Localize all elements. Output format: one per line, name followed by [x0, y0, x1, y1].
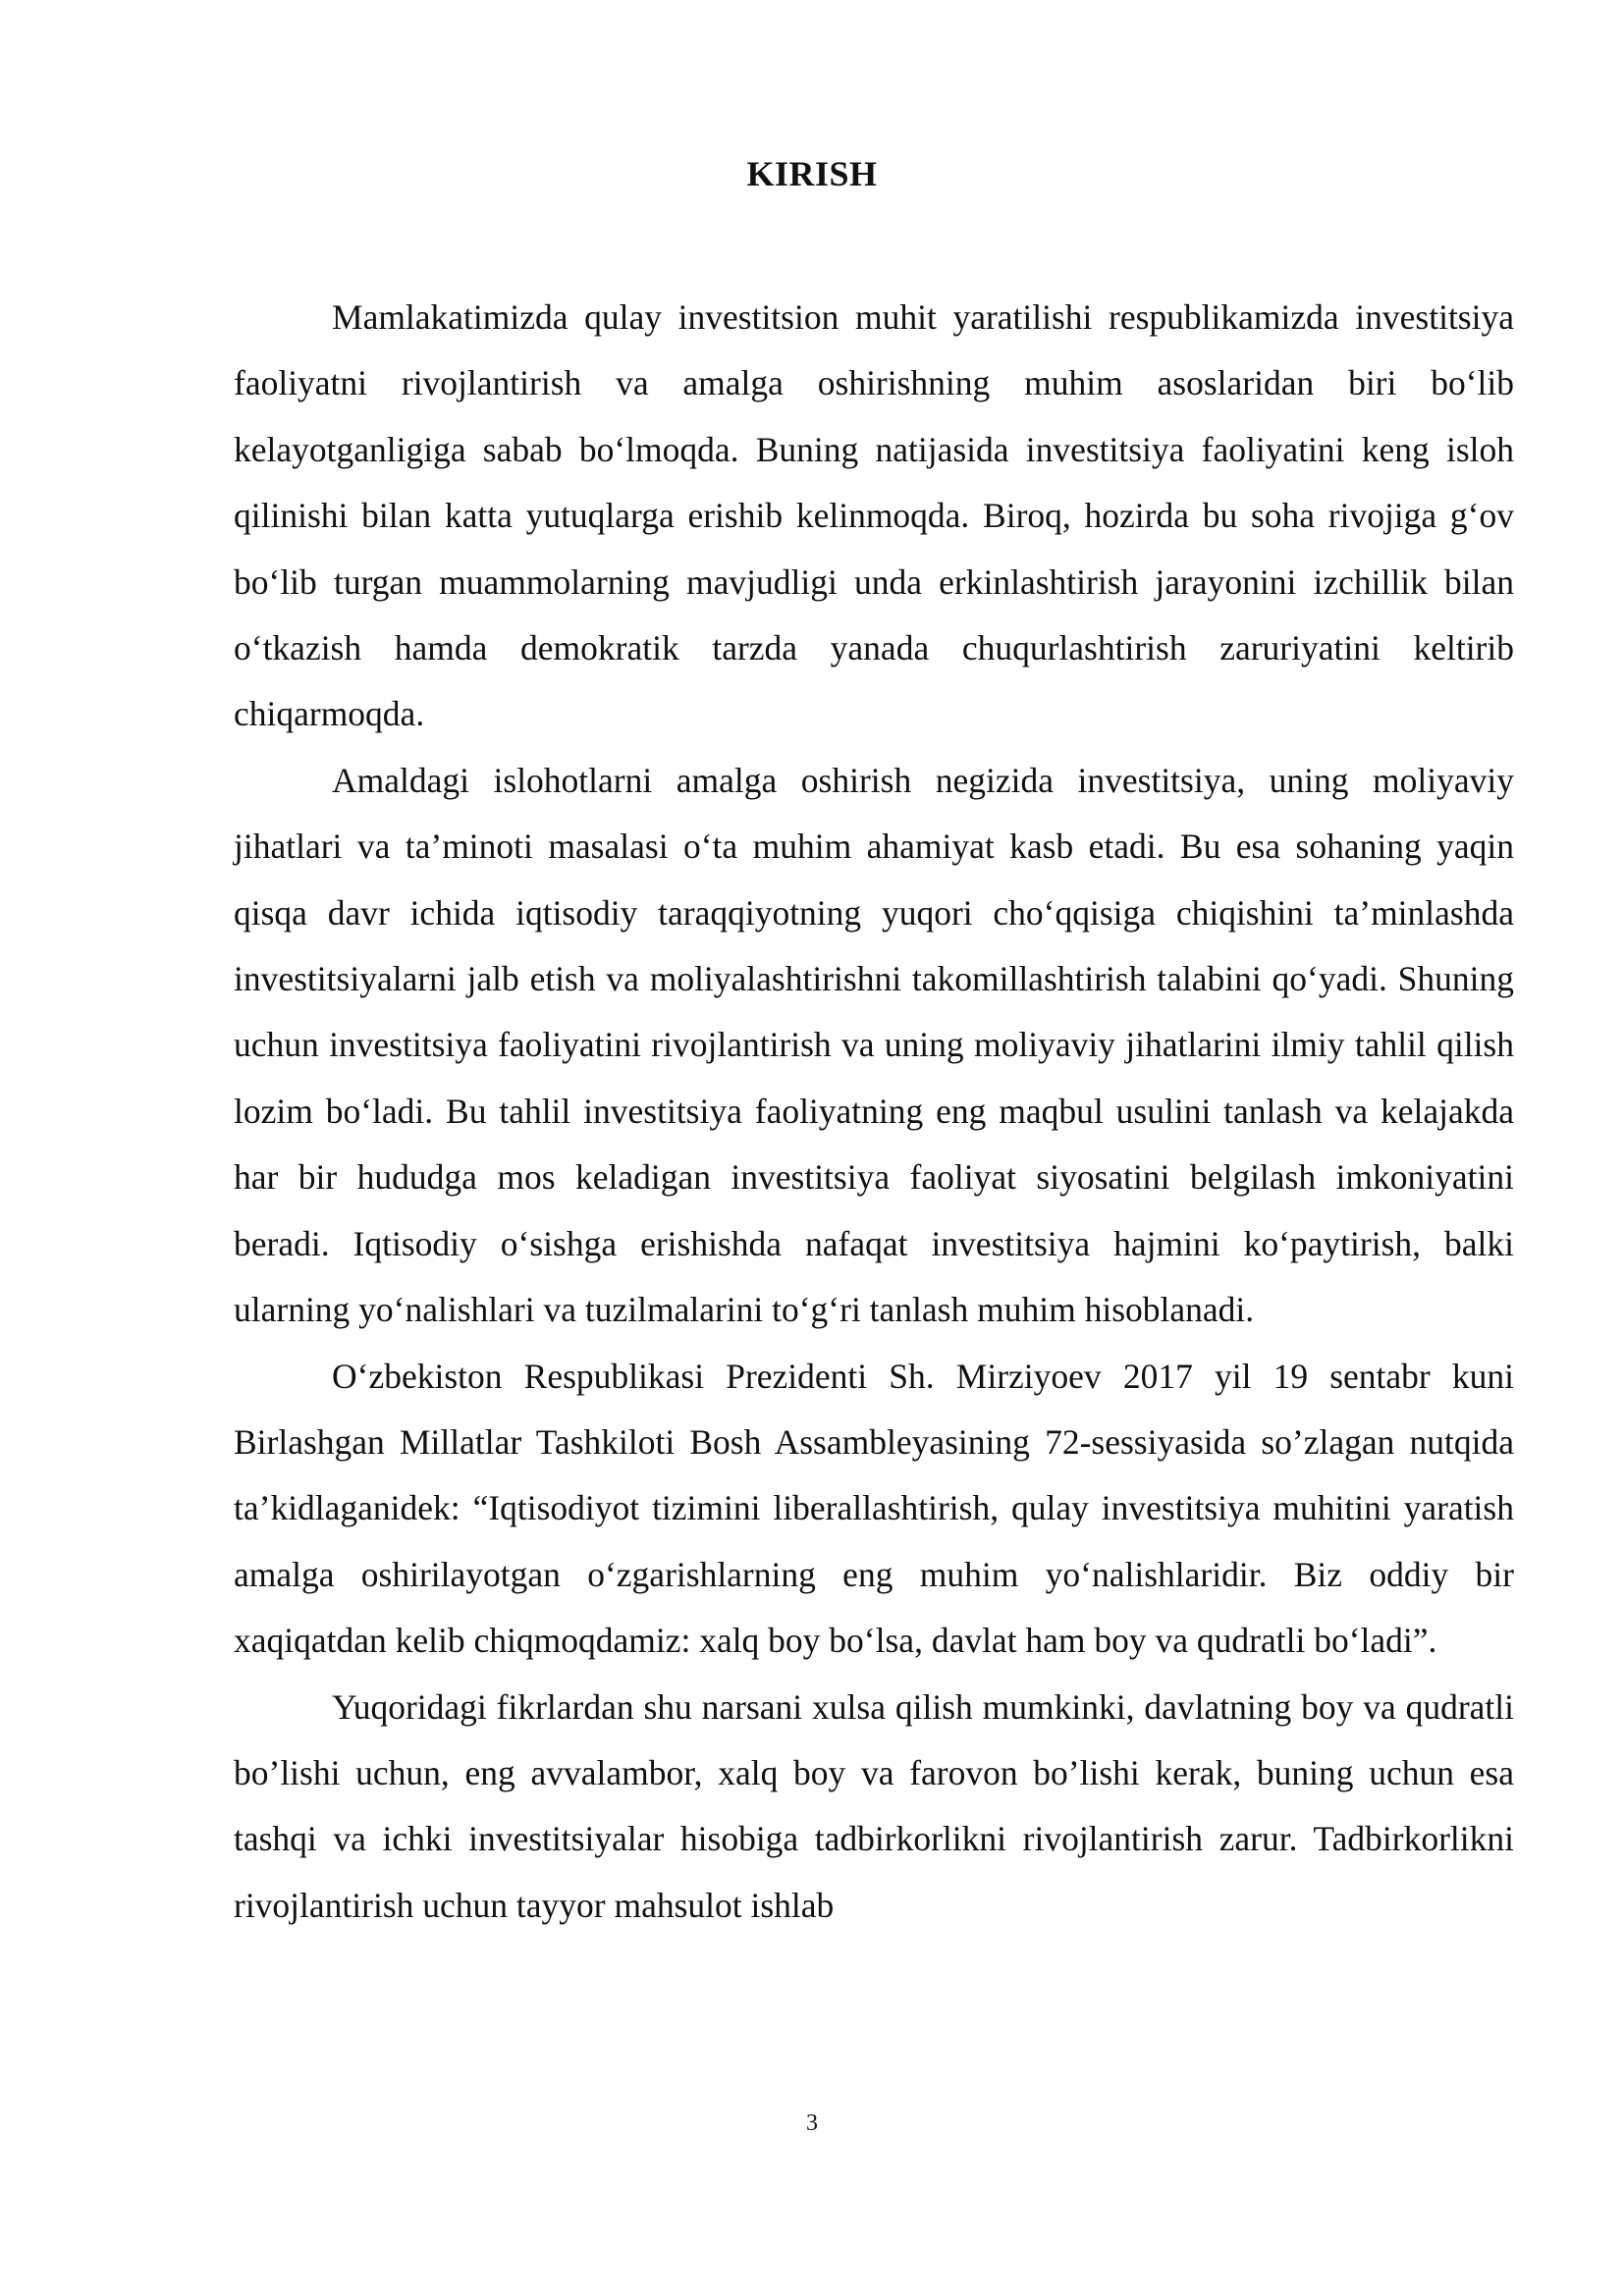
paragraph-2: Amaldagi islohotlarni amalga oshirish negizida investitsiya, uning moliyaviy jihatlari va ta’minoti masalasi o‘ta muhim ahamiyat kasb etadi. Bu esa sohaning yaqin qisqa davr ichida iqtisodiy taraqqiyotning yuqori cho‘qqisiga chiqishini ta’minlashda investitsiyalarni jalb etish va moliyalashtirishni takomillashtirish talabini qo‘yadi. Shuning uchun investitsiya faoliyatini rivojlantirish va uning moliyaviy jihatlarini ilmiy tahlil qilish lozim bo‘ladi. Bu tahlil investitsiya faoliyatning eng maqbul usulini tanlash va kelajakda har bir hududga mos keladigan investitsiya faoliyat siyosatini belgilash imkoniyatini beradi. Iqtisodiy o‘sishga erishishda nafaqat investitsiya hajmini ko‘paytirish, balki ularning yo‘nalishlari va tuzilmalarini to‘g‘ri tanlash muhim hisoblanadi.: [234, 760, 1514, 1330]
section-title: KIRISH: [746, 154, 878, 193]
paragraph-3: O‘zbekiston Respublikasi Prezidenti Sh. Mirziyoev 2017 yil 19 sentabr kuni Birlashgan Millatlar Tashkiloti Bosh Assambleyasining 72-sessiyasida so’zlagan nutqida ta’kidlaganidek: “Iqtisodiyot tizimini liberallashtirish, qulay investitsiya muhitini yaratish amalga oshirilayotgan o‘zgarishlarning eng muhim yo‘nalishlaridir. Biz oddiy bir xaqiqatdan kelib chiqmoqdamiz: xalq boy bo‘lsa, davlat ham boy va qudratli bo‘ladi”.: [234, 1356, 1514, 1661]
paragraph-4: Yuqoridagi fikrlardan shu narsani xulsa qilish mumkinki, davlatning boy va qudratli bo’lishi uchun, eng avvalambor, xalq boy va farovon bo’lishi kerak, buning uchun esa tashqi va ichki investitsiyalar hisobiga tadbirkorlikni rivojlantirish zarur. Tadbirkorlikni rivojlantirish uchun tayyor mahsulot ishlab: [234, 1686, 1514, 1925]
body-text: [234, 285, 1514, 1939]
paragraph-1: Mamlakatimizda qulay investitsion muhit yaratilishi respublikamizda investitsiya faoliyatni rivojlantirish va amalga oshirishning muhim asoslaridan biri bo‘lib kelayotganligiga sabab bo‘lmoqda. Buning natijasida investitsiya faoliyatini keng isloh qilinishi bilan katta yutuqlarga erishib kelinmoqda. Biroq, hozirda bu soha rivojiga g‘ov bo‘lib turgan muammolarning mavjudligi unda erkinlashtirish jarayonini izchillik bilan o‘tkazish hamda demokratik tarzda yanada chuqurlashtirish zaruriyatini keltirib chiqarmoqda.: [234, 297, 1514, 734]
page-number: 3: [806, 2110, 818, 2136]
